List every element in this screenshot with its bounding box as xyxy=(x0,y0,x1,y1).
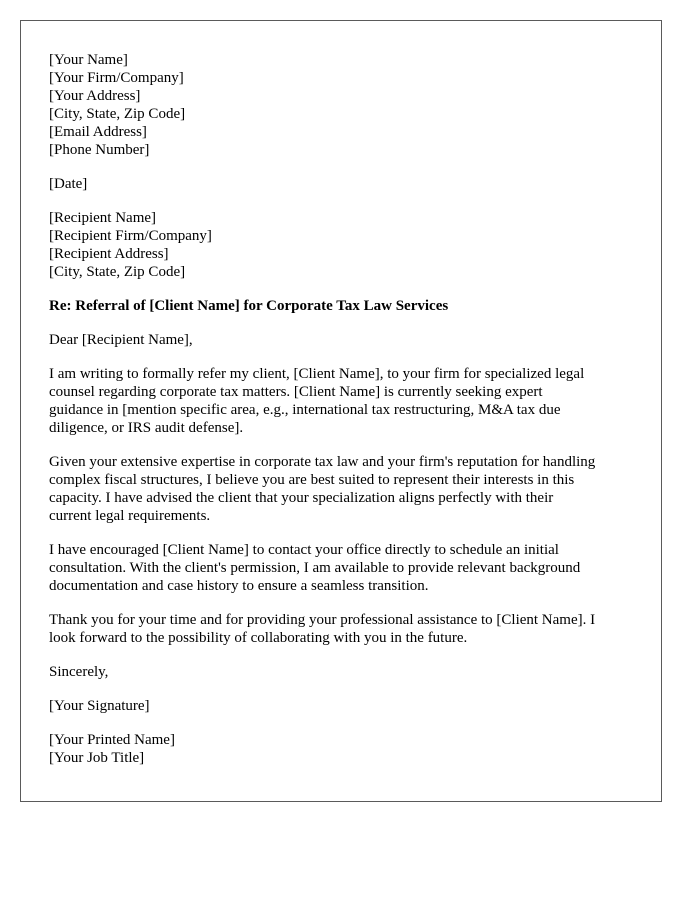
recipient-block xyxy=(49,209,633,281)
recipient-address: [Recipient Address] xyxy=(49,246,169,262)
sender-address: [Your Address] xyxy=(49,88,141,104)
paragraph-line: documentation and case history to ensure a seamless transition. xyxy=(49,578,429,594)
sender-email: [Email Address] xyxy=(49,124,147,140)
paragraph-line: I am writing to formally refer my client, [Client Name], to your firm for specialized legal xyxy=(49,366,585,382)
recipient-city-state-zip: [City, State, Zip Code] xyxy=(49,264,186,280)
recipient-firm: [Recipient Firm/Company] xyxy=(49,228,212,244)
job-title: [Your Job Title] xyxy=(49,750,145,766)
salutation-block xyxy=(49,331,633,349)
body-paragraph-1 xyxy=(49,365,633,437)
closing: Sincerely, xyxy=(49,664,109,680)
sender-firm: [Your Firm/Company] xyxy=(49,70,184,86)
sender-city-state-zip: [City, State, Zip Code] xyxy=(49,106,186,122)
paragraph-line: complex fiscal structures, I believe you are best suited to represent their interests in this xyxy=(49,472,575,488)
sender-phone: [Phone Number] xyxy=(49,142,150,158)
paragraph-line: Thank you for your time and for providing your professional assistance to [Client Name]. I xyxy=(49,612,596,628)
paragraph-line: capacity. I have advised the client that your specialization aligns perfectly with their xyxy=(49,490,554,506)
printed-name-block xyxy=(49,731,633,767)
date-block xyxy=(49,175,633,193)
closing-block xyxy=(49,663,633,681)
paragraph-line: I have encouraged [Client Name] to contact your office directly to schedule an initial xyxy=(49,542,559,558)
paragraph-line: look forward to the possibility of collaborating with you in the future. xyxy=(49,630,468,646)
paragraph-line: consultation. With the client's permission, I am available to provide relevant background xyxy=(49,560,581,576)
letter-date: [Date] xyxy=(49,176,88,192)
paragraph-line: counsel regarding corporate tax matters. [Client Name] is currently seeking expert xyxy=(49,384,543,400)
subject-line: Re: Referral of [Client Name] for Corporate Tax Law Services xyxy=(49,298,449,314)
body-paragraph-4 xyxy=(49,611,633,647)
sender-name: [Your Name] xyxy=(49,52,128,68)
recipient-name: [Recipient Name] xyxy=(49,210,157,226)
signature: [Your Signature] xyxy=(49,698,150,714)
subject-block xyxy=(49,297,633,315)
body-paragraph-2 xyxy=(49,453,633,525)
signature-block xyxy=(49,697,633,715)
body-paragraph-3 xyxy=(49,541,633,595)
paragraph-line: current legal requirements. xyxy=(49,508,211,524)
sender-block xyxy=(49,51,633,159)
printed-name: [Your Printed Name] xyxy=(49,732,175,748)
paragraph-line: Given your extensive expertise in corporate tax law and your firm's reputation for handling xyxy=(49,454,596,470)
salutation: Dear [Recipient Name], xyxy=(49,332,193,348)
letter-page xyxy=(20,20,662,802)
paragraph-line: guidance in [mention specific area, e.g., international tax restructuring, M&A tax due xyxy=(49,402,561,418)
paragraph-line: diligence, or IRS audit defense]. xyxy=(49,420,244,436)
